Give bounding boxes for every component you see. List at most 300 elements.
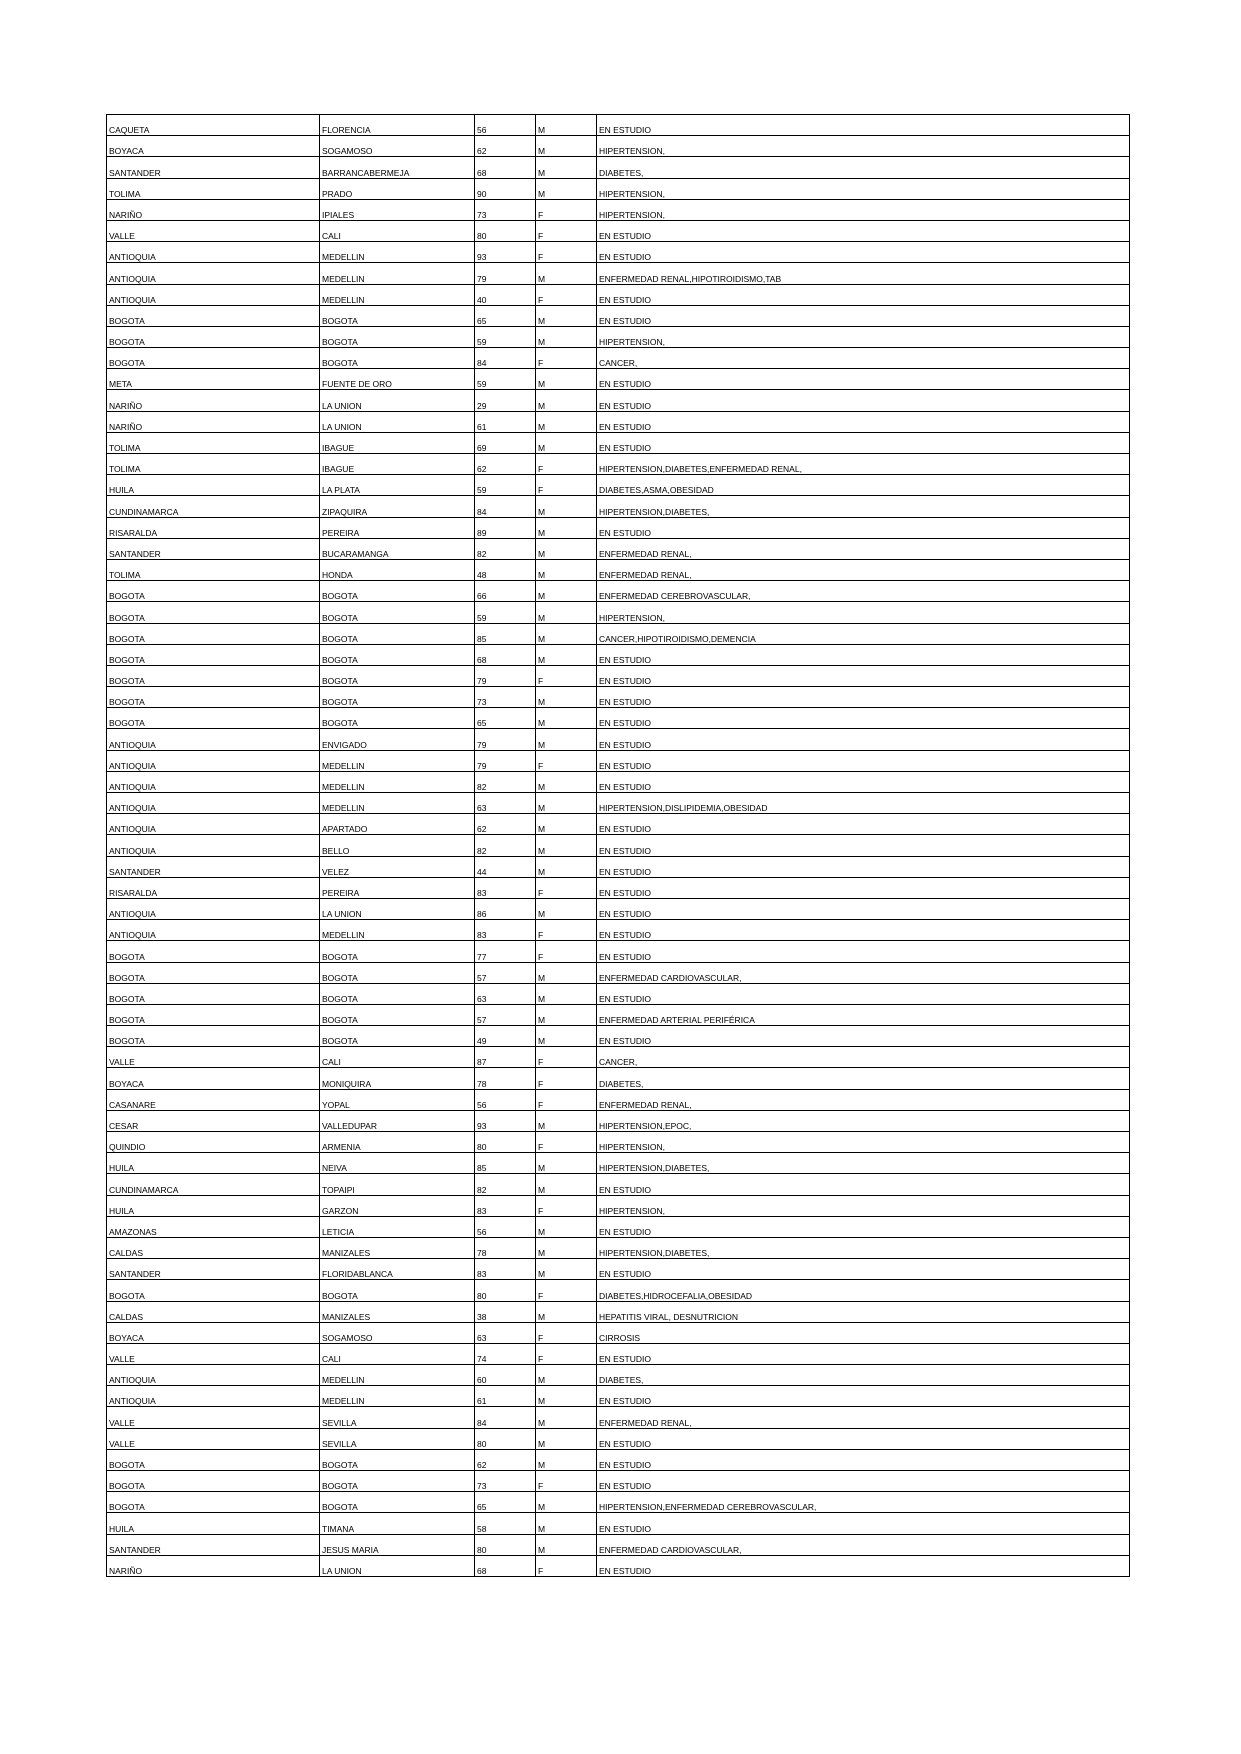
sex-cell: F <box>536 220 597 241</box>
table-row <box>107 1153 1130 1174</box>
sex-cell: F <box>536 1555 597 1576</box>
condition-cell: ENFERMEDAD RENAL,HIPOTIROIDISMO,TAB <box>597 263 1130 284</box>
table-row <box>107 1449 1130 1470</box>
table-row <box>107 305 1130 326</box>
age-cell: 86 <box>475 898 536 919</box>
age-cell: 83 <box>475 1195 536 1216</box>
sex-cell: F <box>536 199 597 220</box>
age-cell: 79 <box>475 750 536 771</box>
sex-cell: M <box>536 411 597 432</box>
sex-cell: M <box>536 1407 597 1428</box>
age-cell: 68 <box>475 157 536 178</box>
department-cell: QUINDIO <box>107 1132 320 1153</box>
sex-cell: F <box>536 475 597 496</box>
sex-cell: F <box>536 920 597 941</box>
condition-cell: EN ESTUDIO <box>597 1026 1130 1047</box>
sex-cell: M <box>536 1259 597 1280</box>
sex-cell: M <box>536 263 597 284</box>
department-cell: BOGOTA <box>107 1492 320 1513</box>
department-cell: BOGOTA <box>107 687 320 708</box>
condition-cell: DIABETES, <box>597 1365 1130 1386</box>
condition-cell: CANCER, <box>597 1047 1130 1068</box>
municipality-cell: IBAGUE <box>320 432 475 453</box>
sex-cell: M <box>536 1534 597 1555</box>
age-cell: 59 <box>475 475 536 496</box>
age-cell: 49 <box>475 1026 536 1047</box>
department-cell: CAQUETA <box>107 115 320 136</box>
condition-cell: EN ESTUDIO <box>597 983 1130 1004</box>
age-cell: 61 <box>475 411 536 432</box>
table-row <box>107 390 1130 411</box>
municipality-cell: LETICIA <box>320 1216 475 1237</box>
department-cell: BOGOTA <box>107 1004 320 1025</box>
municipality-cell: TIMANA <box>320 1513 475 1534</box>
department-cell: BOGOTA <box>107 623 320 644</box>
department-cell: SANTANDER <box>107 1534 320 1555</box>
municipality-cell: BELLO <box>320 835 475 856</box>
table-row <box>107 369 1130 390</box>
department-cell: ANTIOQUIA <box>107 1365 320 1386</box>
table-row <box>107 1026 1130 1047</box>
table-row <box>107 432 1130 453</box>
table-row <box>107 623 1130 644</box>
age-cell: 65 <box>475 708 536 729</box>
department-cell: HUILA <box>107 1153 320 1174</box>
department-cell: NARIÑO <box>107 390 320 411</box>
condition-cell: CANCER,HIPOTIROIDISMO,DEMENCIA <box>597 623 1130 644</box>
condition-cell: EN ESTUDIO <box>597 1471 1130 1492</box>
sex-cell: F <box>536 1280 597 1301</box>
condition-cell: DIABETES,ASMA,OBESIDAD <box>597 475 1130 496</box>
municipality-cell: CALI <box>320 1047 475 1068</box>
table-row <box>107 1301 1130 1322</box>
department-cell: CALDAS <box>107 1237 320 1258</box>
table-row <box>107 856 1130 877</box>
table-row <box>107 1089 1130 1110</box>
condition-cell: CANCER, <box>597 348 1130 369</box>
age-cell: 80 <box>475 1132 536 1153</box>
age-cell: 82 <box>475 1174 536 1195</box>
age-cell: 87 <box>475 1047 536 1068</box>
condition-cell: EN ESTUDIO <box>597 284 1130 305</box>
table-row <box>107 1322 1130 1343</box>
sex-cell: M <box>536 115 597 136</box>
table-row <box>107 771 1130 792</box>
table-row <box>107 199 1130 220</box>
sex-cell: M <box>536 1174 597 1195</box>
sex-cell: M <box>536 1428 597 1449</box>
sex-cell: F <box>536 1195 597 1216</box>
municipality-cell: BOGOTA <box>320 348 475 369</box>
sex-cell: M <box>536 1026 597 1047</box>
sex-cell: M <box>536 962 597 983</box>
condition-cell: EN ESTUDIO <box>597 898 1130 919</box>
municipality-cell: CALI <box>320 1343 475 1364</box>
table-row <box>107 326 1130 347</box>
department-cell: BOGOTA <box>107 1280 320 1301</box>
department-cell: HUILA <box>107 1513 320 1534</box>
municipality-cell: BOGOTA <box>320 687 475 708</box>
department-cell: HUILA <box>107 1195 320 1216</box>
condition-cell: EN ESTUDIO <box>597 1259 1130 1280</box>
sex-cell: M <box>536 581 597 602</box>
department-cell: CUNDINAMARCA <box>107 496 320 517</box>
table-row <box>107 644 1130 665</box>
municipality-cell: FLORENCIA <box>320 115 475 136</box>
age-cell: 73 <box>475 199 536 220</box>
table-row <box>107 1492 1130 1513</box>
age-cell: 80 <box>475 1428 536 1449</box>
municipality-cell: MEDELLIN <box>320 793 475 814</box>
condition-cell: HIPERTENSION, <box>597 326 1130 347</box>
condition-cell: HIPERTENSION,DIABETES,ENFERMEDAD RENAL, <box>597 454 1130 475</box>
municipality-cell: FLORIDABLANCA <box>320 1259 475 1280</box>
condition-cell: EN ESTUDIO <box>597 1216 1130 1237</box>
condition-cell: HIPERTENSION,DISLIPIDEMIA,OBESIDAD <box>597 793 1130 814</box>
municipality-cell: MANIZALES <box>320 1237 475 1258</box>
sex-cell: F <box>536 1322 597 1343</box>
age-cell: 38 <box>475 1301 536 1322</box>
age-cell: 29 <box>475 390 536 411</box>
condition-cell: EN ESTUDIO <box>597 877 1130 898</box>
age-cell: 73 <box>475 1471 536 1492</box>
department-cell: TOLIMA <box>107 432 320 453</box>
sex-cell: M <box>536 1004 597 1025</box>
age-cell: 74 <box>475 1343 536 1364</box>
table-row <box>107 1174 1130 1195</box>
department-cell: BOGOTA <box>107 941 320 962</box>
municipality-cell: SEVILLA <box>320 1428 475 1449</box>
municipality-cell: APARTADO <box>320 814 475 835</box>
age-cell: 80 <box>475 1534 536 1555</box>
department-cell: BOYACA <box>107 136 320 157</box>
age-cell: 65 <box>475 1492 536 1513</box>
table-row <box>107 1047 1130 1068</box>
municipality-cell: BOGOTA <box>320 1280 475 1301</box>
age-cell: 78 <box>475 1068 536 1089</box>
sex-cell: M <box>536 644 597 665</box>
age-cell: 93 <box>475 242 536 263</box>
age-cell: 84 <box>475 496 536 517</box>
municipality-cell: MEDELLIN <box>320 284 475 305</box>
table-row <box>107 1428 1130 1449</box>
sex-cell: F <box>536 1089 597 1110</box>
municipality-cell: BOGOTA <box>320 602 475 623</box>
age-cell: 68 <box>475 1555 536 1576</box>
age-cell: 59 <box>475 326 536 347</box>
condition-cell: HIPERTENSION,EPOC, <box>597 1110 1130 1131</box>
department-cell: BOGOTA <box>107 581 320 602</box>
age-cell: 83 <box>475 1259 536 1280</box>
sex-cell: M <box>536 1365 597 1386</box>
age-cell: 58 <box>475 1513 536 1534</box>
department-cell: NARIÑO <box>107 199 320 220</box>
table-row <box>107 284 1130 305</box>
municipality-cell: BARRANCABERMEJA <box>320 157 475 178</box>
condition-cell: HIPERTENSION,DIABETES, <box>597 496 1130 517</box>
condition-cell: ENFERMEDAD RENAL, <box>597 559 1130 580</box>
sex-cell: F <box>536 284 597 305</box>
table-row <box>107 581 1130 602</box>
condition-cell: ENFERMEDAD ARTERIAL PERIFÉRICA <box>597 1004 1130 1025</box>
table-row <box>107 411 1130 432</box>
department-cell: BOGOTA <box>107 305 320 326</box>
table-row <box>107 242 1130 263</box>
department-cell: BOGOTA <box>107 983 320 1004</box>
table-row <box>107 1555 1130 1576</box>
department-cell: ANTIOQUIA <box>107 898 320 919</box>
age-cell: 82 <box>475 771 536 792</box>
condition-cell: EN ESTUDIO <box>597 1174 1130 1195</box>
department-cell: BOGOTA <box>107 708 320 729</box>
sex-cell: F <box>536 1068 597 1089</box>
age-cell: 56 <box>475 1089 536 1110</box>
condition-cell: EN ESTUDIO <box>597 517 1130 538</box>
age-cell: 82 <box>475 835 536 856</box>
department-cell: BOGOTA <box>107 644 320 665</box>
table-row <box>107 1513 1130 1534</box>
table-row <box>107 1004 1130 1025</box>
table-row <box>107 559 1130 580</box>
table-row <box>107 750 1130 771</box>
condition-cell: EN ESTUDIO <box>597 411 1130 432</box>
condition-cell: EN ESTUDIO <box>597 729 1130 750</box>
table-row <box>107 983 1130 1004</box>
age-cell: 77 <box>475 941 536 962</box>
table-row <box>107 538 1130 559</box>
sex-cell: M <box>536 771 597 792</box>
municipality-cell: ENVIGADO <box>320 729 475 750</box>
department-cell: CALDAS <box>107 1301 320 1322</box>
table-row <box>107 941 1130 962</box>
department-cell: VALLE <box>107 1407 320 1428</box>
condition-cell: EN ESTUDIO <box>597 1428 1130 1449</box>
table-row <box>107 157 1130 178</box>
condition-cell: EN ESTUDIO <box>597 750 1130 771</box>
sex-cell: M <box>536 178 597 199</box>
sex-cell: M <box>536 538 597 559</box>
sex-cell: F <box>536 1047 597 1068</box>
municipality-cell: YOPAL <box>320 1089 475 1110</box>
condition-cell: HIPERTENSION,ENFERMEDAD CEREBROVASCULAR, <box>597 1492 1130 1513</box>
table-row <box>107 1386 1130 1407</box>
age-cell: 63 <box>475 1322 536 1343</box>
table-row <box>107 1216 1130 1237</box>
municipality-cell: HONDA <box>320 559 475 580</box>
department-cell: BOGOTA <box>107 1471 320 1492</box>
table-row <box>107 1259 1130 1280</box>
condition-cell: EN ESTUDIO <box>597 1513 1130 1534</box>
table-row <box>107 1471 1130 1492</box>
age-cell: 84 <box>475 348 536 369</box>
sex-cell: M <box>536 432 597 453</box>
department-cell: ANTIOQUIA <box>107 284 320 305</box>
sex-cell: M <box>536 390 597 411</box>
table-row <box>107 1365 1130 1386</box>
table-row <box>107 115 1130 136</box>
department-cell: ANTIOQUIA <box>107 814 320 835</box>
age-cell: 62 <box>475 814 536 835</box>
table-row <box>107 1343 1130 1364</box>
department-cell: VALLE <box>107 1047 320 1068</box>
municipality-cell: PEREIRA <box>320 877 475 898</box>
sex-cell: M <box>536 814 597 835</box>
age-cell: 89 <box>475 517 536 538</box>
condition-cell: HIPERTENSION, <box>597 1132 1130 1153</box>
municipality-cell: LA UNION <box>320 1555 475 1576</box>
age-cell: 85 <box>475 623 536 644</box>
department-cell: BOYACA <box>107 1322 320 1343</box>
sex-cell: F <box>536 454 597 475</box>
municipality-cell: BUCARAMANGA <box>320 538 475 559</box>
department-cell: HUILA <box>107 475 320 496</box>
table-row <box>107 1407 1130 1428</box>
condition-cell: DIABETES, <box>597 1068 1130 1089</box>
condition-cell: EN ESTUDIO <box>597 687 1130 708</box>
department-cell: TOLIMA <box>107 454 320 475</box>
age-cell: 90 <box>475 178 536 199</box>
condition-cell: HIPERTENSION, <box>597 199 1130 220</box>
municipality-cell: PRADO <box>320 178 475 199</box>
sex-cell: M <box>536 729 597 750</box>
age-cell: 79 <box>475 263 536 284</box>
department-cell: NARIÑO <box>107 411 320 432</box>
department-cell: ANTIOQUIA <box>107 729 320 750</box>
sex-cell: F <box>536 750 597 771</box>
age-cell: 84 <box>475 1407 536 1428</box>
condition-cell: EN ESTUDIO <box>597 941 1130 962</box>
condition-cell: EN ESTUDIO <box>597 644 1130 665</box>
department-cell: BOGOTA <box>107 1449 320 1470</box>
age-cell: 62 <box>475 1449 536 1470</box>
department-cell: CESAR <box>107 1110 320 1131</box>
municipality-cell: SOGAMOSO <box>320 136 475 157</box>
department-cell: AMAZONAS <box>107 1216 320 1237</box>
condition-cell: EN ESTUDIO <box>597 856 1130 877</box>
condition-cell: EN ESTUDIO <box>597 220 1130 241</box>
sex-cell: M <box>536 326 597 347</box>
age-cell: 82 <box>475 538 536 559</box>
department-cell: RISARALDA <box>107 877 320 898</box>
table-row <box>107 475 1130 496</box>
table-row <box>107 793 1130 814</box>
sex-cell: F <box>536 1343 597 1364</box>
department-cell: VALLE <box>107 1428 320 1449</box>
municipality-cell: BOGOTA <box>320 644 475 665</box>
municipality-cell: MANIZALES <box>320 1301 475 1322</box>
department-cell: BOGOTA <box>107 1026 320 1047</box>
condition-cell: HIPERTENSION, <box>597 602 1130 623</box>
condition-cell: EN ESTUDIO <box>597 1449 1130 1470</box>
municipality-cell: ZIPAQUIRA <box>320 496 475 517</box>
condition-cell: DIABETES,HIDROCEFALIA,OBESIDAD <box>597 1280 1130 1301</box>
table-row <box>107 1110 1130 1131</box>
sex-cell: M <box>536 559 597 580</box>
municipality-cell: BOGOTA <box>320 1026 475 1047</box>
department-cell: ANTIOQUIA <box>107 263 320 284</box>
sex-cell: F <box>536 941 597 962</box>
sex-cell: M <box>536 835 597 856</box>
sex-cell: F <box>536 877 597 898</box>
age-cell: 85 <box>475 1153 536 1174</box>
condition-cell: ENFERMEDAD RENAL, <box>597 538 1130 559</box>
sex-cell: M <box>536 136 597 157</box>
table-row <box>107 708 1130 729</box>
sex-cell: M <box>536 793 597 814</box>
age-cell: 78 <box>475 1237 536 1258</box>
department-cell: ANTIOQUIA <box>107 920 320 941</box>
condition-cell: EN ESTUDIO <box>597 665 1130 686</box>
table-row <box>107 1195 1130 1216</box>
age-cell: 79 <box>475 729 536 750</box>
condition-cell: EN ESTUDIO <box>597 814 1130 835</box>
sex-cell: M <box>536 856 597 877</box>
department-cell: CUNDINAMARCA <box>107 1174 320 1195</box>
condition-cell: ENFERMEDAD CARDIOVASCULAR, <box>597 962 1130 983</box>
municipality-cell: MONIQUIRA <box>320 1068 475 1089</box>
table-body <box>107 115 1130 1577</box>
age-cell: 65 <box>475 305 536 326</box>
condition-cell: EN ESTUDIO <box>597 369 1130 390</box>
municipality-cell: MEDELLIN <box>320 920 475 941</box>
condition-cell: EN ESTUDIO <box>597 1343 1130 1364</box>
condition-cell: EN ESTUDIO <box>597 432 1130 453</box>
department-cell: ANTIOQUIA <box>107 771 320 792</box>
condition-cell: EN ESTUDIO <box>597 242 1130 263</box>
department-cell: ANTIOQUIA <box>107 835 320 856</box>
department-cell: BOGOTA <box>107 326 320 347</box>
age-cell: 83 <box>475 920 536 941</box>
municipality-cell: SOGAMOSO <box>320 1322 475 1343</box>
table-row <box>107 1132 1130 1153</box>
municipality-cell: BOGOTA <box>320 1004 475 1025</box>
department-cell: RISARALDA <box>107 517 320 538</box>
sex-cell: M <box>536 1449 597 1470</box>
sex-cell: M <box>536 1110 597 1131</box>
table-row <box>107 496 1130 517</box>
age-cell: 59 <box>475 602 536 623</box>
department-cell: CASANARE <box>107 1089 320 1110</box>
municipality-cell: LA UNION <box>320 898 475 919</box>
municipality-cell: VALLEDUPAR <box>320 1110 475 1131</box>
table-row <box>107 962 1130 983</box>
table-row <box>107 602 1130 623</box>
data-table <box>106 114 1130 1577</box>
municipality-cell: PEREIRA <box>320 517 475 538</box>
sex-cell: M <box>536 369 597 390</box>
sex-cell: M <box>536 898 597 919</box>
table-row <box>107 1237 1130 1258</box>
municipality-cell: MEDELLIN <box>320 771 475 792</box>
municipality-cell: BOGOTA <box>320 581 475 602</box>
municipality-cell: SEVILLA <box>320 1407 475 1428</box>
sex-cell: F <box>536 348 597 369</box>
municipality-cell: BOGOTA <box>320 962 475 983</box>
department-cell: ANTIOQUIA <box>107 793 320 814</box>
table-row <box>107 348 1130 369</box>
condition-cell: HIPERTENSION, <box>597 136 1130 157</box>
condition-cell: EN ESTUDIO <box>597 305 1130 326</box>
age-cell: 44 <box>475 856 536 877</box>
municipality-cell: FUENTE DE ORO <box>320 369 475 390</box>
municipality-cell: LA UNION <box>320 390 475 411</box>
age-cell: 79 <box>475 665 536 686</box>
municipality-cell: JESUS MARIA <box>320 1534 475 1555</box>
table-row <box>107 178 1130 199</box>
department-cell: SANTANDER <box>107 538 320 559</box>
sex-cell: M <box>536 983 597 1004</box>
department-cell: NARIÑO <box>107 1555 320 1576</box>
